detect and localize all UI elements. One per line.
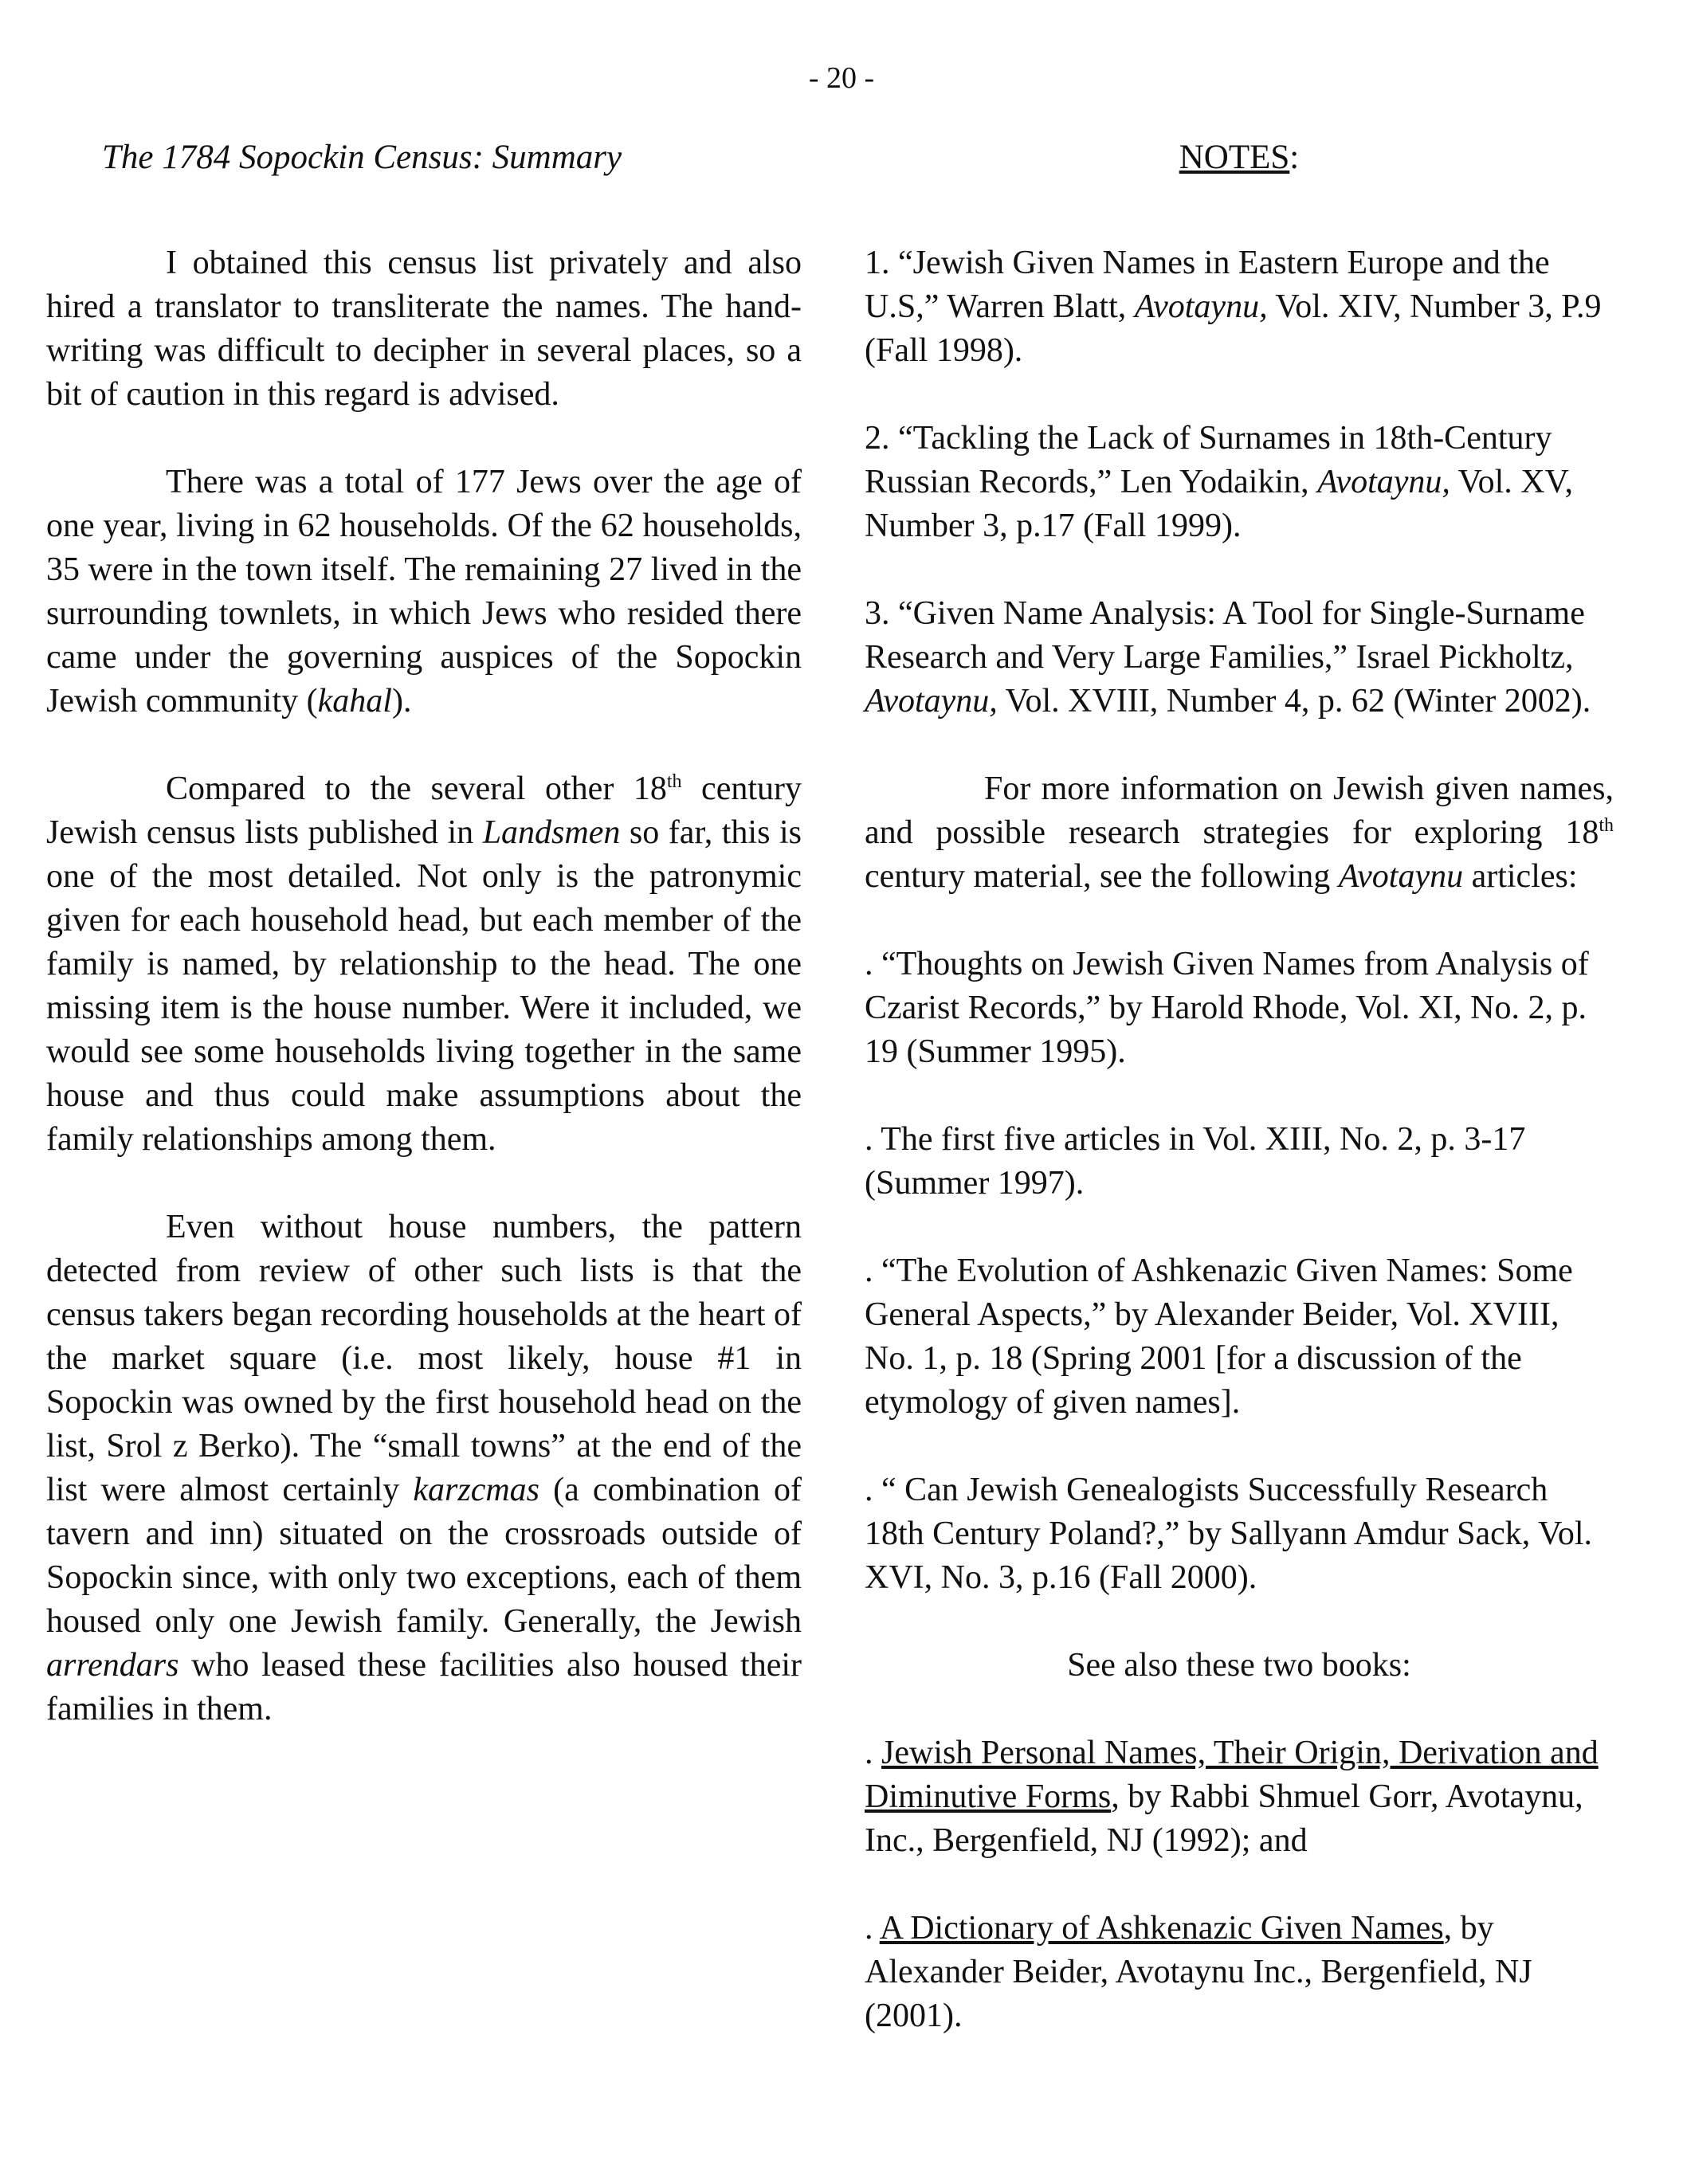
- note-3-journal: Avotaynu,: [865, 683, 998, 720]
- article-ref-3: . “The Evolution of Ashkenazic Given Names: Some General Aspects,” by Alexander Beider, Vol. XVIII, No. 1, p. 18 (Spring 2001 [for a discussion of the etymology of given names].: [865, 1253, 1573, 1421]
- paragraph-3-text-a: Compared to the several other 18: [166, 770, 667, 807]
- paragraph-2-text: There was a total of 177 Jews over the age of one year, living in 62 households. Of the 62 households, 35 were in the town itself. The remaining 27 lived in the surrounding townlets, in which Jews who resided there came under the governing auspices of the Sopockin Jewish community (: [46, 464, 802, 720]
- note-3: [865, 592, 1614, 723]
- notes-heading: [865, 135, 1614, 179]
- paragraph-4-text-c: who leased these facilities also housed their families in them.: [46, 1647, 802, 1727]
- paragraph-4-text-b: (a combination of tavern and inn) situated on the crossroads outside of Sopockin since, with only two exceptions, each of them housed only one Jewish family. Generally, the Jewish: [46, 1472, 802, 1640]
- more-info-paragraph: [865, 767, 1614, 899]
- more-info-text-c: articles:: [1463, 858, 1578, 895]
- book-ref-2-rest: , by Alexander Beider, Avotaynu Inc., Bergenfield, NJ (2001).: [865, 1910, 1532, 2034]
- article-ref-1: . “Thoughts on Jewish Given Names from Analysis of Czarist Records,” by Harold Rhode, Vol. XI, No. 2, p. 19 (Summer 1995).: [865, 946, 1589, 1070]
- more-info-ordinal-suffix: th: [1599, 815, 1614, 836]
- book-ref-1-title: Jewish Personal Names, Their Origin, Derivation and Diminutive Forms: [865, 1735, 1599, 1815]
- paragraph-4: [46, 1206, 802, 1731]
- note-2-text-a: 2. “Tackling the Lack of Surnames in 18th-Century Russian Records,” Len Yodaikin,: [865, 420, 1552, 500]
- paragraph-1: I obtained this census list privately and also hired a translator to transliterate the names. The hand-writing was difficult to decipher in several places, so a bit of caution in this regard is advised.: [46, 245, 802, 413]
- note-1-text-a: 1. “Jewish Given Names in Eastern Europe and the U.S,” Warren Blatt,: [865, 245, 1550, 325]
- paragraph-3-text-b: century Jewish census lists published in: [46, 770, 802, 851]
- kahal-term: kahal: [317, 683, 392, 720]
- right-column: [865, 135, 1614, 2038]
- note-3-text-b: Vol. XVIII, Number 4, p. 62 (Winter 2002).: [997, 683, 1591, 720]
- article-ref-4: . “ Can Jewish Genealogists Successfully Research 18th Century Poland?,” by Sallyann Amdur Sack, Vol. XVI, No. 3, p.16 (Fall 2000).: [865, 1472, 1593, 1596]
- book-ref-1: [865, 1731, 1614, 1863]
- paragraph-3-text-c: so far, this is one of the most detailed. Not only is the patronymic given for each household head, but each member of the family is named, by relationship to the head. The one missing item is the house number. Were it included, we would see some households living together in the same house and thus could make assumptions about the family relationships among them.: [46, 814, 802, 1158]
- more-info-text-a: For more information on Jewish given names, and possible research strategies for exploring 18: [865, 770, 1614, 851]
- note-2-text-b: Vol. XV, Number 3, p.17 (Fall 1999).: [865, 464, 1574, 544]
- notes-heading-text: NOTES: [1179, 139, 1290, 176]
- note-1: [865, 241, 1614, 373]
- ordinal-suffix: th: [666, 771, 682, 792]
- landsmen-title: Landsmen: [482, 814, 621, 851]
- paragraph-3: [46, 767, 802, 1162]
- book-ref-2-bullet: .: [865, 1910, 880, 1947]
- book-ref-1-rest: , by Rabbi Shmuel Gorr, Avotaynu, Inc., Bergenfield, NJ (1992); and: [865, 1778, 1583, 1859]
- note-2-journal: Avotaynu,: [1317, 464, 1450, 500]
- note-1-journal: Avotaynu,: [1134, 288, 1268, 325]
- book-ref-1-bullet: .: [865, 1735, 881, 1771]
- note-1-text-b: Vol. XIV, Number 3, P.9 (Fall 1998).: [865, 288, 1602, 369]
- note-2: [865, 417, 1614, 548]
- karzcmas-term: karzcmas: [413, 1472, 540, 1508]
- book-ref-2: [865, 1907, 1614, 2038]
- book-ref-2-title: A Dictionary of Ashkenazic Given Names: [879, 1910, 1444, 1947]
- books-intro: See also these two books:: [1067, 1647, 1411, 1684]
- more-info-journal: Avotaynu: [1338, 858, 1464, 895]
- paragraph-2: [46, 461, 802, 723]
- paragraph-4-text-a: Even without house numbers, the pattern detected from review of other such lists is that the census takers began recording households at the heart of the market square (i.e. most likely, house #1 in Sopockin was owned by the first household head on the list, Srol z Berko). The “small towns” at the end of the list were almost certainly: [46, 1209, 802, 1508]
- left-column: [46, 135, 802, 1731]
- arrendars-term: arrendars: [46, 1647, 179, 1684]
- article-title: The 1784 Sopockin Census: Summary: [102, 139, 622, 176]
- paragraph-2-end: ).: [391, 683, 412, 720]
- notes-heading-colon: :: [1289, 139, 1300, 176]
- article-ref-2: . The first five articles in Vol. XIII, No. 2, p. 3-17 (Summer 1997).: [865, 1121, 1526, 1202]
- more-info-text-b: century material, see the following: [865, 858, 1339, 895]
- note-3-text-a: 3. “Given Name Analysis: A Tool for Single-Surname Research and Very Large Families,” Israel Pickholtz,: [865, 595, 1585, 676]
- page-number: - 20 -: [808, 61, 875, 95]
